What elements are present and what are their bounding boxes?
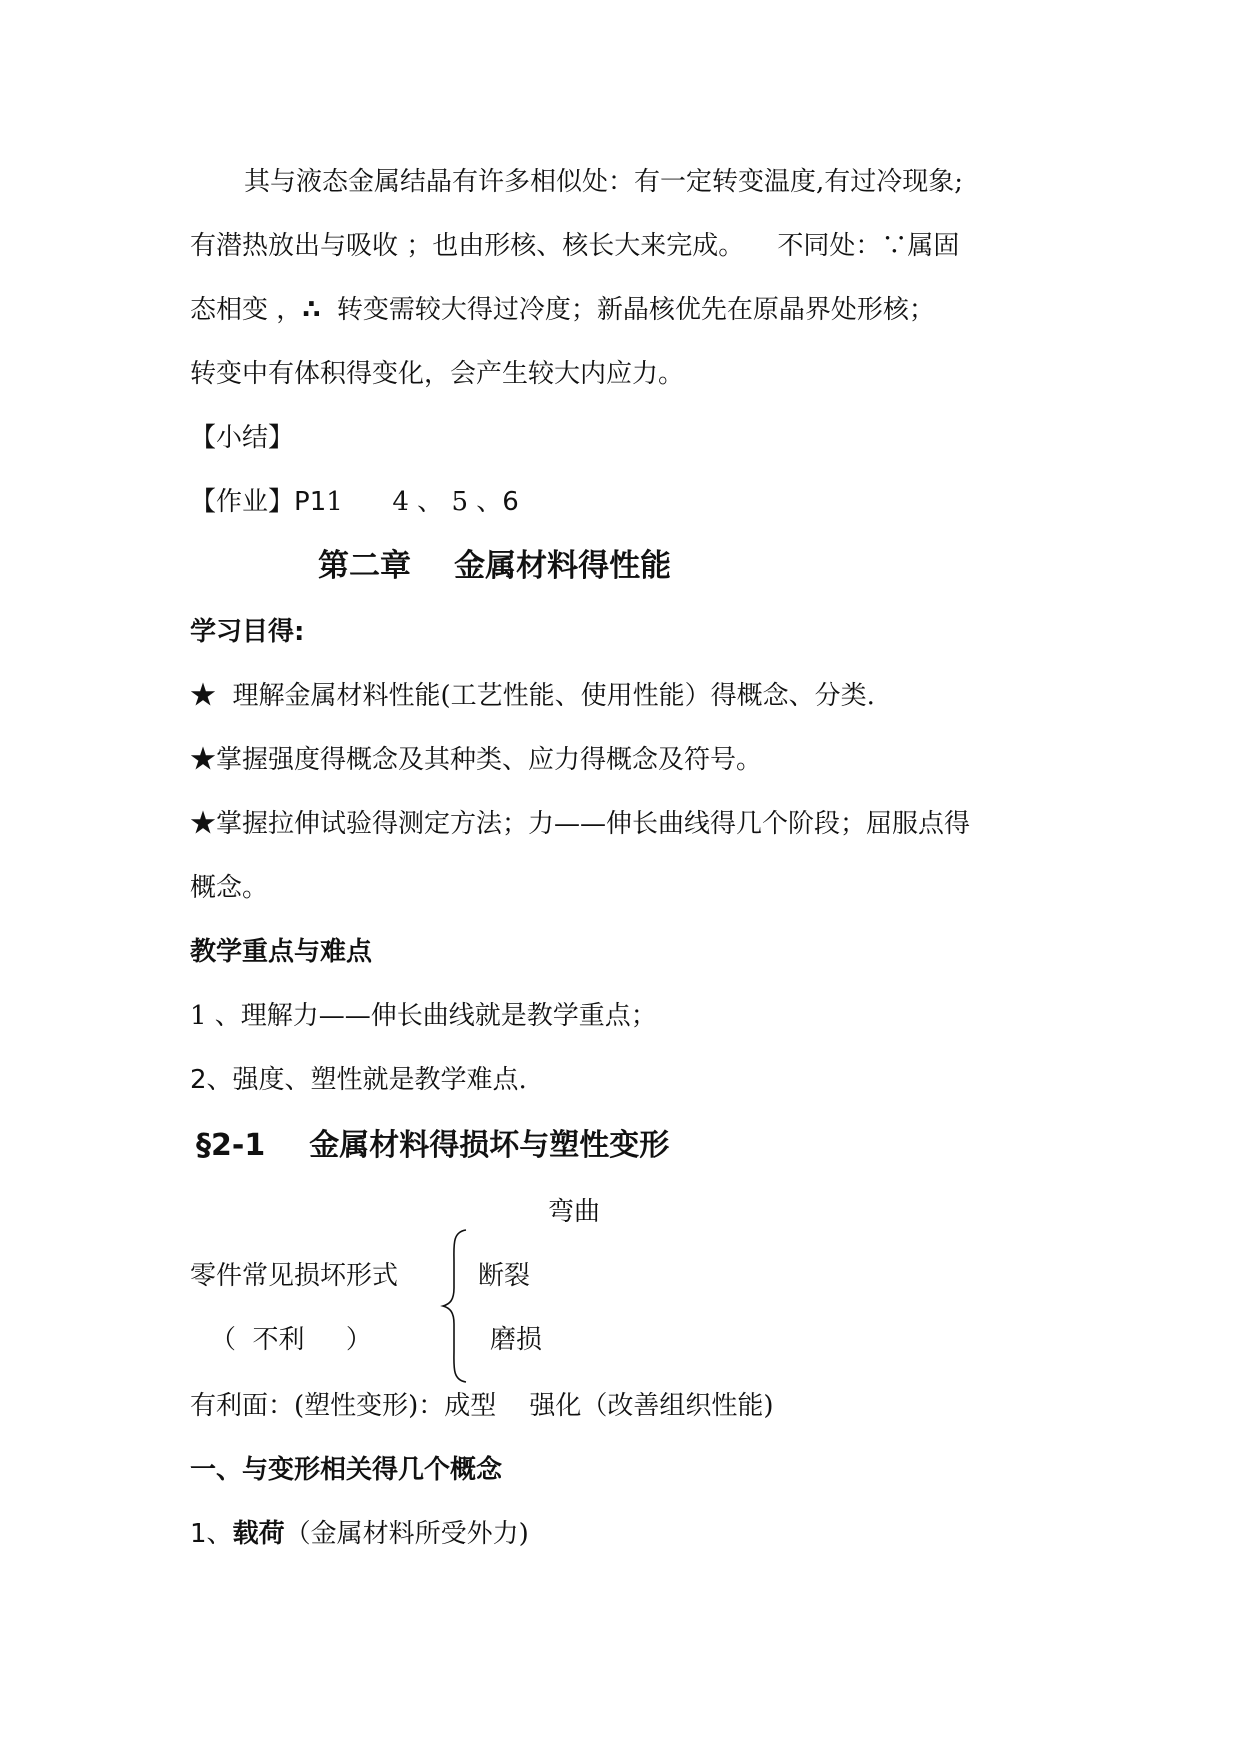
- homework-items: 1 4 、 5 、: [326, 487, 503, 517]
- goal-item: ★ 理解金属材料性能(工艺性能、使用性能）得概念、分类.: [190, 681, 875, 711]
- damage-form-wear: 磨损: [490, 1325, 543, 1355]
- summary-label: 【小结】: [190, 423, 295, 453]
- damage-form-fracture: 断裂: [478, 1261, 531, 1291]
- damage-paren-note: （ 不利 ）: [210, 1325, 372, 1355]
- paragraph-line-1: 其与液态金属结晶有许多相似处：有一定转变温度,有过冷现象;: [244, 167, 964, 197]
- key-point-item-1: 1 、理解力——伸长曲线就是教学重点；: [190, 1001, 657, 1031]
- chapter-title: 第二章 金属材料得性能: [318, 548, 672, 584]
- homework-last-item: 6: [502, 487, 519, 517]
- key-point-item-2-text: 、强度、塑性就是教学难点.: [206, 1065, 527, 1095]
- goal-item: ★掌握拉伸试验得测定方法；力——伸长曲线得几个阶段；屈服点得: [190, 809, 971, 839]
- section-title-text: 金属材料得损坏与塑性变形: [309, 1128, 670, 1163]
- paragraph-line-2: 有潜热放出与吸收 ；也由形核、核长大来完成。 不同处：∵属固: [190, 231, 960, 261]
- homework-page: P1: [294, 487, 327, 517]
- load-term: 载荷: [232, 1519, 285, 1549]
- damage-label: 零件常见损坏形式: [190, 1261, 399, 1291]
- key-point-item-2: [190, 1062, 527, 1098]
- load-line: [190, 1516, 529, 1552]
- key-point-item-2-number: 2: [190, 1065, 207, 1095]
- goal-item: 概念。: [190, 873, 269, 903]
- homework-line: [190, 484, 519, 520]
- homework-label: 【作业】: [190, 487, 295, 517]
- paragraph-line-3-start: 态相变 ，: [190, 295, 303, 325]
- damage-form-bending: 弯曲: [548, 1197, 601, 1227]
- goal-item: ★掌握强度得概念及其种类、应力得概念及符号。: [190, 745, 763, 775]
- paragraph-line-4: 转变中有体积得变化，会产生较大内应力。: [190, 359, 685, 389]
- load-number: 1: [190, 1519, 207, 1549]
- section-title: [196, 1128, 669, 1164]
- concepts-heading: 一、与变形相关得几个概念: [190, 1455, 503, 1485]
- key-points-heading: 教学重点与难点: [190, 937, 373, 967]
- section-number: §2-1: [196, 1128, 266, 1163]
- therefore-symbol: ∴: [302, 295, 321, 325]
- load-separator: 、: [206, 1519, 233, 1549]
- goals-heading: 学习目得:: [190, 617, 305, 647]
- favorable-aspect: 有利面：(塑性变形)：成型 强化（改善组织性能): [190, 1391, 774, 1421]
- curly-brace-icon: [440, 1228, 470, 1384]
- paragraph-line-3-end: 转变需较大得过冷度；新晶核优先在原晶界处形核；: [320, 295, 935, 325]
- paragraph-line-3: [190, 292, 935, 328]
- load-description: （金属材料所受外力): [284, 1519, 529, 1549]
